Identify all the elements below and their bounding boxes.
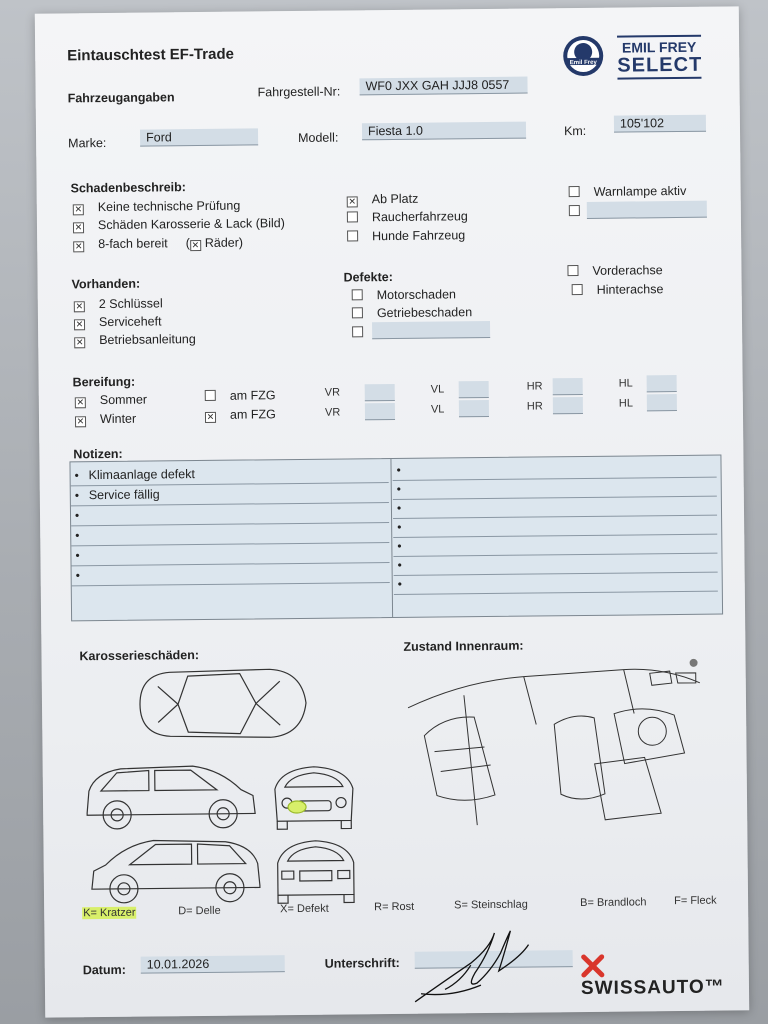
tire-pos-hl: HL [618,397,634,410]
note-line[interactable] [72,563,390,586]
vehicle-section-title: Fahrzeugangaben [67,90,175,106]
damage-item-warning-lamp[interactable]: Warnlampe aktiv [569,184,687,199]
notes-section-title: Notizen: [73,446,123,462]
swissauto-cross-icon [581,954,605,978]
checkbox-checked[interactable] [74,337,85,348]
interior-title: Zustand Innenraum: [403,638,524,654]
note-line[interactable]: • Klimaanlage defekt [71,463,389,486]
vin-field[interactable]: WF0 JXX GAH JJJ8 0557 [359,77,527,96]
car-top-view[interactable] [130,661,311,747]
car-rear-view[interactable] [269,836,362,907]
tire-hl-winter-box[interactable] [647,394,677,411]
date-field[interactable]: 10.01.2026 [141,955,285,974]
car-side-view-left[interactable] [81,759,262,835]
present-service-book[interactable]: ✕Serviceheft [74,314,162,330]
tires-section-title: Bereifung: [72,374,136,390]
km-label: Km: [563,123,587,139]
defects-section-title: Defekte: [343,269,393,285]
defect-gearbox[interactable]: Getriebeschaden [352,305,472,320]
km-field[interactable]: 105'102 [614,115,706,133]
checkbox-checked[interactable] [347,196,358,207]
tire-pos-hr: HR [526,380,543,393]
checkbox-unchecked[interactable] [347,211,358,222]
damage-item-smoker[interactable]: Raucherfahrzeug [347,209,468,224]
tire-pos-hr: HR [526,400,543,413]
checkbox-checked[interactable] [74,319,85,330]
tire-hr-winter-box[interactable] [553,397,583,414]
interior-diagram[interactable] [404,653,706,838]
checkbox-checked[interactable] [73,241,84,252]
tire-vl-summer-box[interactable] [459,381,489,398]
checkbox-unchecked[interactable] [567,265,578,276]
notes-box [69,455,723,622]
checkbox-unchecked[interactable] [347,230,358,241]
checkbox-unchecked[interactable] [352,326,363,337]
notes-right-column [392,456,722,617]
tire-pos-vl: VL [430,403,445,416]
damage-item-no-check[interactable]: ✕Keine technische Prüfung [73,199,241,216]
checkbox-unchecked[interactable] [569,205,580,216]
tire-hr-summer-box[interactable] [553,378,583,395]
checkbox-checked[interactable] [73,222,84,233]
legend-rost: R= Rost [374,900,415,914]
make-label: Marke: [68,135,107,151]
make-field[interactable]: Ford [140,128,258,146]
tires-winter-on-car[interactable]: ✕am FZG [205,407,276,423]
notes-left-column [70,459,393,620]
body-damage-title: Karosserieschäden: [79,648,200,664]
model-field[interactable]: Fiesta 1.0 [362,122,526,141]
date-label: Datum: [82,962,126,978]
car-front-view[interactable] [267,760,362,833]
tire-hl-summer-box[interactable] [647,375,677,392]
swissauto-logo [581,952,749,1000]
tire-pos-vl: VL [430,383,445,396]
emil-frey-select-logo [617,35,701,80]
present-keys[interactable]: ✕2 Schlüssel [74,296,163,312]
checkbox-unchecked[interactable] [352,289,363,300]
tire-vl-winter-box[interactable] [459,400,489,417]
checkbox-unchecked[interactable] [569,186,580,197]
signature-label: Unterschrift: [324,955,400,971]
checkbox-unchecked[interactable] [205,390,216,401]
defect-engine[interactable]: Motorschaden [352,287,456,302]
logo-line1: EMIL FREY [621,38,697,56]
checkbox-checked[interactable] [75,397,86,408]
legend-delle: D= Delle [178,904,221,918]
damage-item-8fach[interactable]: ✕8-fach bereit (✕ Räder) [73,236,243,253]
checkbox-checked[interactable] [74,301,85,312]
tire-pos-hl: HL [618,377,633,390]
vin-label: Fahrgestell-Nr: [257,84,341,100]
damage-item-ab-platz[interactable]: ✕Ab Platz [347,192,419,208]
tires-winter[interactable]: ✕Winter [75,412,136,428]
handwritten-signature [410,922,541,1007]
legend-steinschlag: S= Steinschlag [454,898,528,912]
legend-brandloch: B= Brandloch [580,896,647,910]
damage-item-body-paint[interactable]: ✕Schäden Karosserie & Lack (Bild) [73,216,285,233]
present-manual[interactable]: ✕Betriebsanleitung [74,332,196,348]
damage-blank-field[interactable] [587,201,707,219]
model-label: Modell: [298,130,339,145]
damage-item-dog[interactable]: Hunde Fahrzeug [347,228,465,243]
tire-pos-vr: VR [324,406,341,419]
tire-vr-winter-box[interactable] [365,403,395,420]
damage-section-title: Schadenbeschreib: [70,180,186,196]
defect-blank-field[interactable] [372,321,490,339]
checkbox-unchecked[interactable] [352,307,363,318]
car-side-view-right[interactable] [85,833,266,909]
defect-front-axle[interactable]: Vorderachse [567,263,662,278]
checkbox-checked[interactable] [73,204,84,215]
legend-fleck: F= Fleck [674,894,717,908]
checkbox-checked[interactable] [205,412,216,423]
tire-pos-vr: VR [324,386,341,399]
form-title: Eintauschtest EF-Trade [67,45,235,65]
form-sheet [35,6,749,1017]
note-line[interactable] [394,572,718,595]
emblem-text: Emil Frey [569,59,597,67]
tires-summer[interactable]: ✕Sommer [75,393,147,409]
checkbox-checked[interactable] [75,416,86,427]
tire-vr-summer-box[interactable] [365,384,395,401]
defect-rear-axle[interactable]: Hinterachse [572,282,664,297]
checkbox-checked[interactable] [190,240,201,251]
tires-summer-on-car[interactable]: am FZG [205,388,276,403]
legend-defekt: X= Defekt [280,902,329,916]
emil-frey-emblem [561,34,605,78]
checkbox-unchecked[interactable] [572,284,583,295]
note-line[interactable]: • Service fällig [71,483,389,506]
legend-kratzer: K= Kratzer [83,906,136,920]
present-section-title: Vorhanden: [71,276,141,292]
logo-line2: SELECT [617,53,703,77]
swissauto-text: SWISSAUTO™ [580,976,725,1000]
